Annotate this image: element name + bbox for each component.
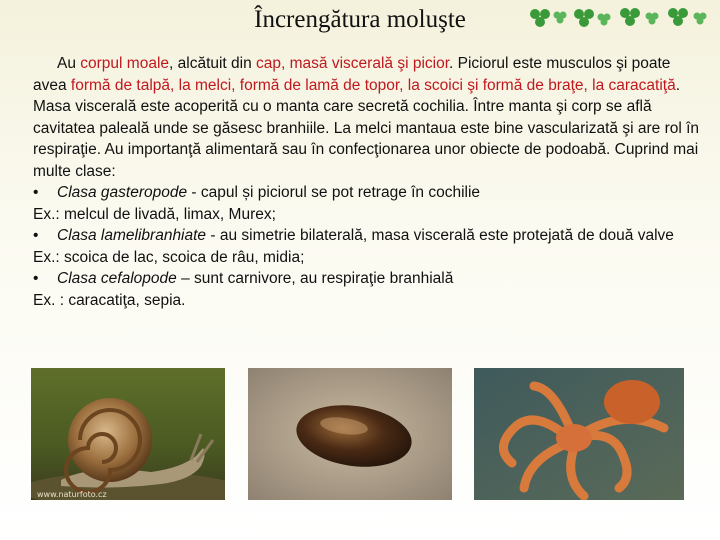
snail-photo	[31, 368, 225, 500]
highlight-soft-body: corpul moale	[80, 55, 170, 72]
clover-decoration-icon	[522, 4, 712, 30]
class-description: - au simetrie bilaterală, masa viscerală este protejată de două valve	[206, 227, 674, 244]
watermark-text: www.naturfoto.cz	[37, 490, 107, 499]
highlight-foot-shapes: formă de talpă, la melci, formă de lamă de topor, la scoici şi formă de braţe, la caracatiţă	[70, 76, 676, 94]
text-run: , alcătuit din	[169, 55, 257, 72]
photo-row	[0, 368, 720, 508]
class-gasteropode-item	[33, 182, 701, 204]
class-example: Ex.: melcul de livadă, limax, Murex;	[33, 205, 276, 223]
text-run: . Piciorul este musculos şi poate avea	[33, 55, 671, 94]
bullet: •	[33, 270, 39, 287]
class-example: Ex. : caracatiţa, sepia.	[33, 291, 186, 309]
octopus-photo	[474, 368, 684, 500]
mussel-photo	[248, 368, 452, 500]
intro-paragraph	[33, 53, 701, 182]
class-name: Clasa cefalopode	[57, 270, 177, 287]
bullet: •	[33, 184, 39, 201]
highlight-body-parts: cap, masă viscerală şi picior	[256, 55, 450, 72]
class-example: Ex.: scoica de lac, scoica de râu, midia;	[33, 248, 305, 266]
class-description: - capul și piciorul se pot retrage în cochilie	[187, 184, 481, 201]
body-text	[33, 53, 701, 311]
text-run: . Masa viscerală este acoperită cu o manta care secretă cochilia. Între manta şi corp se află cavitatea paleală unde se găsesc branhiile. La melci mantaua este bine vascularizată şi are rol în respiraţie. Au importanţă alimentară sau în confecţionarea unor obiecte de podoabă. Cuprind mai multe clase:	[33, 76, 700, 180]
class-description: – sunt carnivore, au respiraţie branhială	[176, 270, 454, 287]
slide-title: Încrengătura moluşte	[254, 6, 466, 33]
class-name: Clasa lamelibranhiate	[57, 227, 207, 244]
class-lamelibranhiate-item	[33, 225, 701, 247]
class-name: Clasa gasteropode	[57, 184, 188, 201]
text-run: Au	[57, 55, 81, 72]
bullet: •	[33, 227, 39, 244]
class-cefalopode-item	[33, 268, 701, 290]
